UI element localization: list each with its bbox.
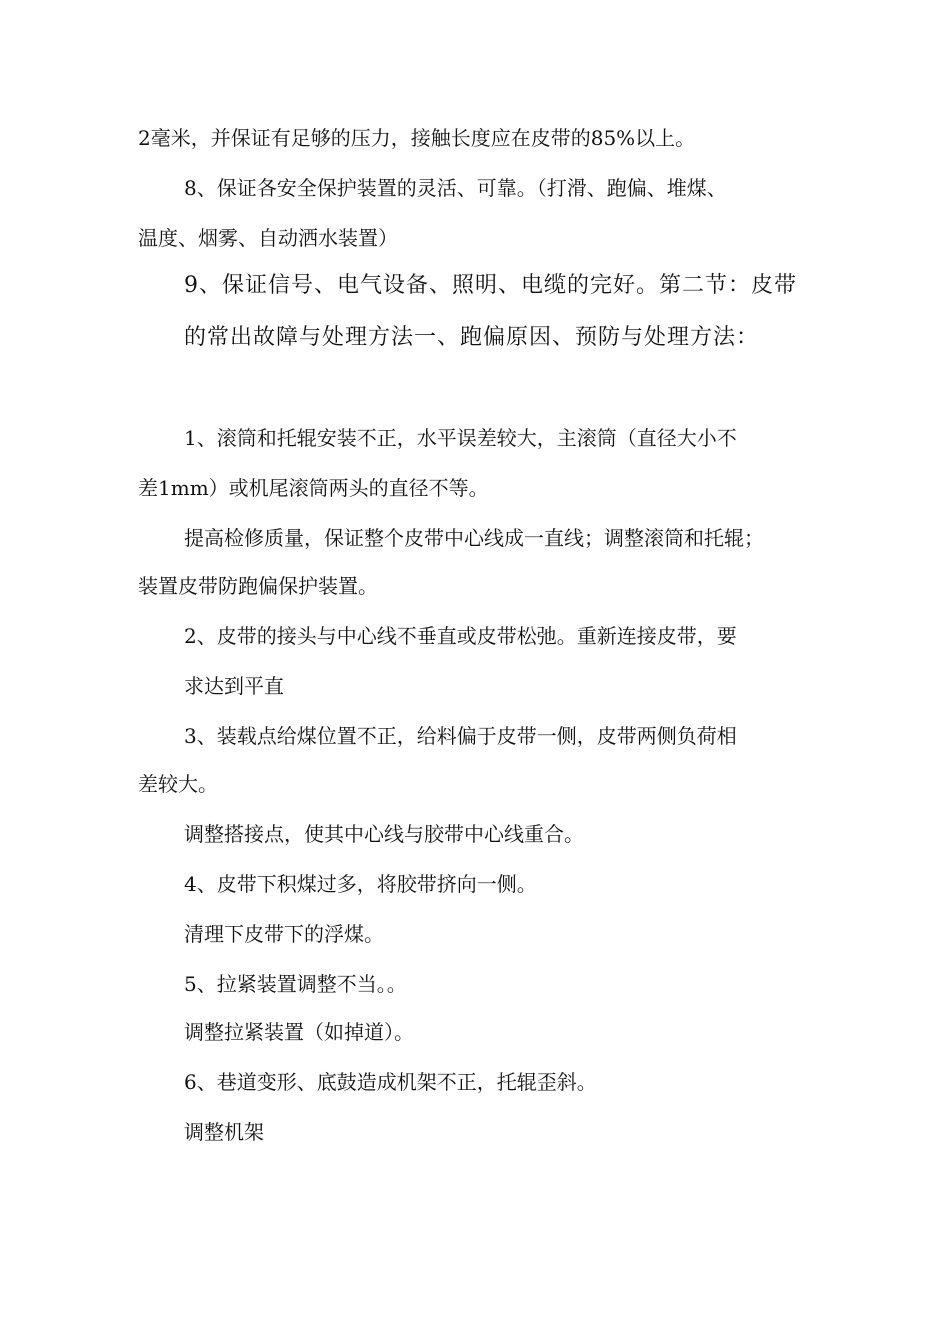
text-line: 温度、烟雾、自动洒水装置）	[138, 226, 398, 250]
text-line: 4、皮带下积煤过多，将胶带挤向一侧。	[184, 872, 537, 896]
text-line: 5、拉紧装置调整不当。。	[184, 972, 407, 996]
text-line: 调整机架	[184, 1120, 264, 1144]
text-line: 1、滚筒和托辊安装不正，水平误差较大，主滚筒（直径大小不	[184, 426, 737, 450]
text-line: 调整搭接点，使其中心线与胶带中心线重合。	[184, 822, 584, 846]
text-line: 差1mm）或机尾滚筒两头的直径不等。	[138, 476, 489, 500]
text-line: 差较大。	[138, 772, 218, 796]
text-line: 清理下皮带下的浮煤。	[184, 922, 384, 946]
text-line: 装置皮带防跑偏保护装置。	[138, 574, 378, 598]
text-line: 3、装载点给煤位置不正，给料偏于皮带一侧，皮带两侧负荷相	[184, 724, 737, 748]
text-line: 2毫米，并保证有足够的压力，接触长度应在皮带的85%以上。	[138, 126, 696, 150]
section-heading-line: 9、保证信号、电气设备、照明、电缆的完好。第二节：皮带	[184, 273, 797, 298]
text-line: 2、皮带的接头与中心线不垂直或皮带松弛。重新连接皮带，要	[184, 624, 737, 648]
text-line: 调整拉紧装置（如掉道）。	[184, 1020, 414, 1044]
text-line: 求达到平直	[184, 674, 284, 698]
text-line: 提高检修质量，保证整个皮带中心线成一直线；调整滚筒和托辊；	[184, 526, 764, 550]
section-heading-line: 的常出故障与处理方法一、跑偏原因、预防与处理方法：	[184, 325, 760, 350]
text-line: 6、巷道变形、底鼓造成机架不正，托辊歪斜。	[184, 1070, 597, 1094]
text-line: 8、保证各安全保护装置的灵活、可靠。（打滑、跑偏、堆煤、	[184, 176, 727, 200]
